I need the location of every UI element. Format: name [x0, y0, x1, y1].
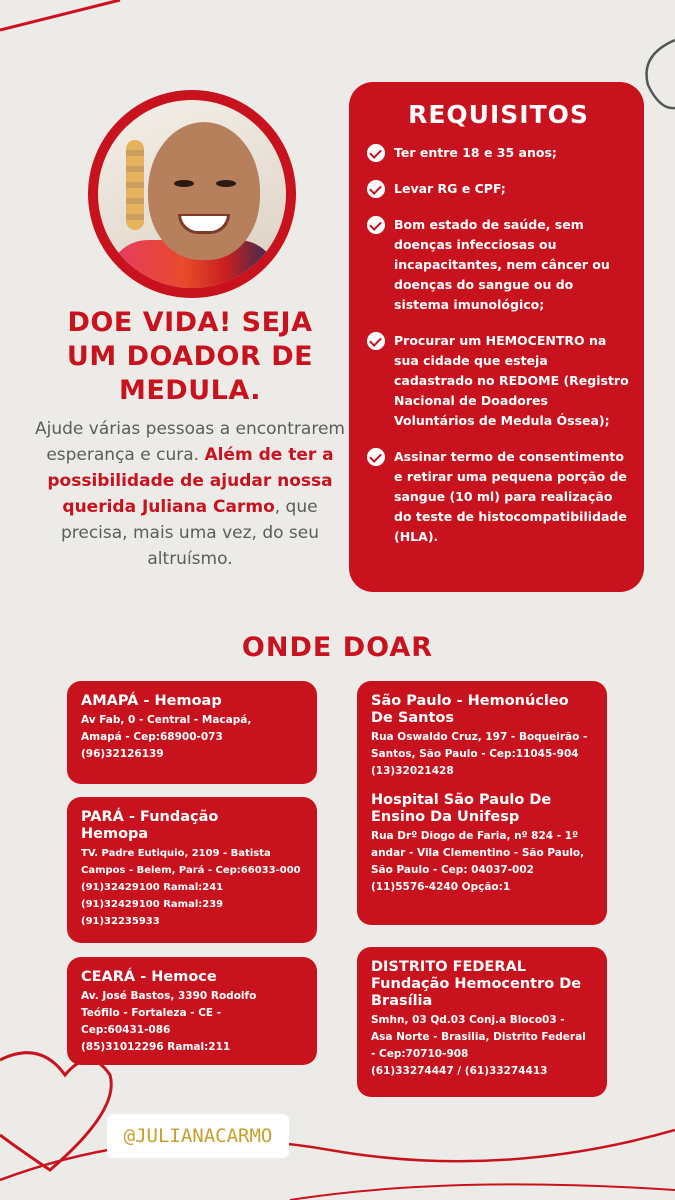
requirement-item: Procurar um HEMOCENTRO na sua cidade que esteja cadastrado no REDOME (Registro Nacional de Doadores Voluntários de Medula Óssea); [367, 331, 630, 431]
card-ceara: CEARÁ - Hemoce Av. José Bastos, 3390 Rodolfo Teófilo - Fortaleza - CE - Cep:60431-086 (85)31012296 Ramal:211 [67, 957, 317, 1065]
check-icon [367, 216, 385, 234]
intro-plain: Ajude várias pessoas a encontrarem esperança e cura. [35, 419, 345, 465]
intro-end: , que precisa, mais uma vez, do seu altruísmo. [60, 497, 320, 569]
card-para: PARÁ - Fundação Hemopa TV. Padre Eutiquio, 2109 - Batista Campos - Belem, Pará - Cep:66033-000 (91)32429100 Ramal:241 (91)32429100 Ramal:239 (91)32235933 [67, 797, 317, 943]
intro-highlight: Além de ter a possibilidade de ajudar nossa querida Juliana Carmo [47, 445, 334, 517]
onde-doar-title: ONDE DOAR [241, 632, 434, 663]
requirements-box [349, 82, 644, 592]
requirement-item: Levar RG e CPF; [367, 179, 630, 199]
check-icon [367, 144, 385, 162]
card-sao-paulo: São Paulo - Hemonúcleo De Santos Rua Oswaldo Cruz, 197 - Boqueirão - Santos, São Paulo - Cep:11045-904 (13)32021428 Hospital São Paulo De Ensino Da Unifesp Rua Drº Diogo de Faria, nº 824 - 1º andar - Vila Clementino - São Paulo, São Paulo - Cep: 04037-002 (11)5576-4240 Opção:1 [357, 681, 607, 925]
requirements-title: REQUISITOS [408, 100, 589, 129]
card-distrito-federal: DISTRITO FEDERAL Fundação Hemocentro De Brasília Smhn, 03 Qd.03 Conj.a Bloco03 - Asa Norte - Brasilia, Distrito Federal - Cep:70710-908 (61)33274447 / (61)33274413 [357, 947, 607, 1097]
profile-photo-ring [88, 90, 296, 298]
instagram-handle[interactable]: @JULIANACARMO [107, 1114, 289, 1158]
check-icon [367, 448, 385, 466]
requirement-item: Ter entre 18 e 35 anos; [367, 143, 630, 163]
headline: DOE VIDA! SEJA UM DOADOR DE MEDULA. [66, 307, 314, 406]
intro-text [28, 416, 352, 572]
photo-face [148, 122, 260, 260]
card-amapa: AMAPÁ - Hemoap Av Fab, 0 - Central - Macapá, Amapá - Cep:68900-073 (96)32126139 [67, 681, 317, 784]
check-icon [367, 180, 385, 198]
check-icon [367, 332, 385, 350]
requirement-item: Assinar termo de consentimento e retirar uma pequena porção de sangue (10 ml) para realização do teste de histocompatibilidade (HLA). [367, 447, 630, 547]
photo-braid [126, 140, 144, 230]
profile-photo [98, 100, 286, 288]
requirement-item: Bom estado de saúde, sem doenças infecciosas ou incapacitantes, nem câncer ou doenças do sangue ou do sistema imunológico; [367, 215, 630, 315]
